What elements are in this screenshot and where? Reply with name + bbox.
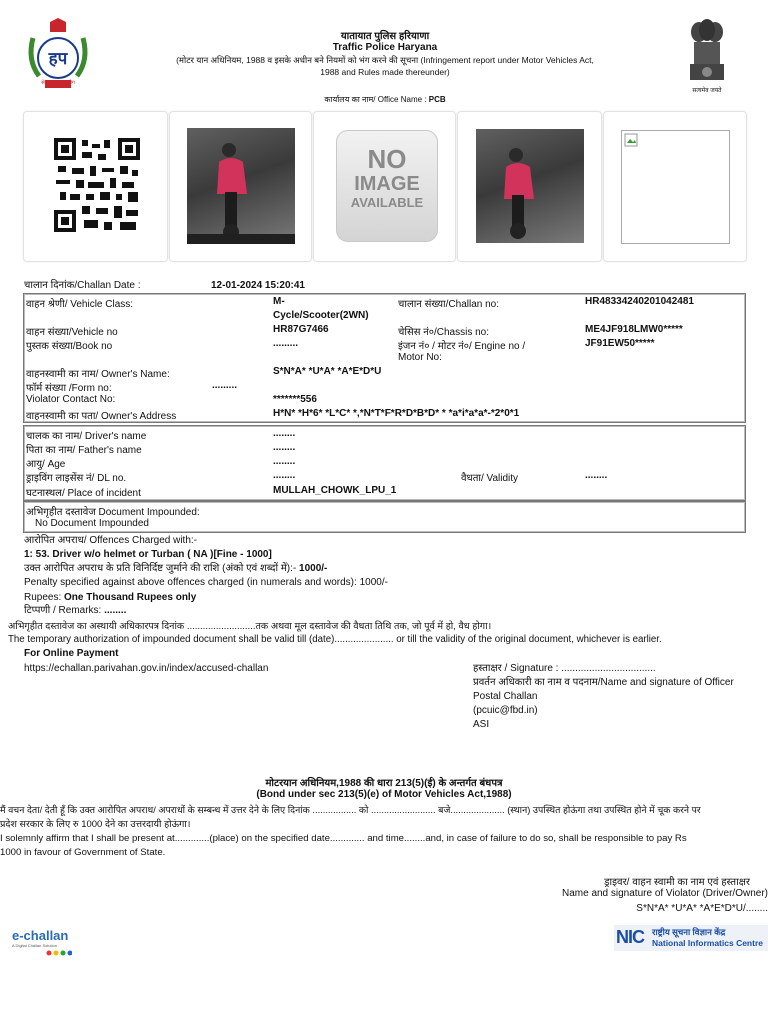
driver-name-label: चालक का नाम/ Driver's name bbox=[26, 431, 147, 442]
remarks-label: टिप्पणी / Remarks: bbox=[24, 605, 102, 616]
contact-value: *******556 bbox=[273, 394, 317, 405]
officer-signature: हस्ताक्षर / Signature : .................................. bbox=[473, 663, 656, 674]
nic-hindi: राष्ट्रीय सूचना विज्ञान केंद्र bbox=[652, 927, 726, 937]
engine-label-2: Motor No: bbox=[398, 352, 442, 363]
challan-no-value: HR48334240201042481 bbox=[585, 296, 694, 307]
vehicle-no-value: HR87G7466 bbox=[273, 324, 329, 335]
bond-english-line2: 1000 in favour of Government of State. bbox=[0, 847, 166, 858]
impound-label: अभिगृहीत दस्तावेज Document Impounded: bbox=[26, 507, 200, 518]
fine-label: उक्त आरोपित अपराध के प्रति विनिर्दिष्ट जुर्माने की राशि (अंको एवं शब्दों में):- bbox=[24, 563, 297, 574]
violator-english: Name and signature of Violator (Driver/Owner) bbox=[561, 888, 768, 899]
national-emblem-icon bbox=[684, 18, 730, 86]
emblem-caption: सत्यमेव जयते bbox=[692, 88, 722, 94]
officer-line3: ASI bbox=[473, 719, 490, 730]
violation-photo-2 bbox=[476, 129, 584, 243]
header-note bbox=[160, 54, 610, 78]
officer-line2: (pcuic@fbd.in) bbox=[473, 705, 538, 716]
age-value: ........ bbox=[273, 456, 296, 467]
bond-title-hindi: मोटरयान अधिनियम,1988 की धारा 213(5)(ई) के अन्तर्गत बंधपत्र bbox=[265, 778, 503, 789]
broken-image-card bbox=[603, 111, 747, 262]
authorization-english: The temporary authorization of impounded document shall be valid till (date)...................... or till the validity of the original document, whichever is earlier. bbox=[8, 634, 662, 645]
bond-title-english: (Bond under sec 213(5)(e) of Motor Vehicles Act,1988) bbox=[256, 789, 512, 800]
book-no-value: ......... bbox=[273, 338, 299, 349]
father-name-value: ........ bbox=[273, 442, 296, 453]
payment-url[interactable]: https://echallan.parivahan.gov.in/index/accused-challan bbox=[24, 663, 269, 674]
rupees-line bbox=[24, 591, 196, 604]
no-image-placeholder bbox=[336, 130, 438, 242]
violator-hindi: ड्राइवर/ वाहन स्वामी का नाम एवं हस्ताक्षर bbox=[604, 877, 750, 888]
vehicle-no-label: वाहन संख्या/Vehicle no bbox=[26, 327, 118, 338]
online-payment-heading: For Online Payment bbox=[24, 648, 119, 659]
dl-no-label: ड्राइविंग लाइसेंस नं/ DL no. bbox=[26, 473, 127, 484]
rupees-label: Rupees: bbox=[24, 592, 62, 603]
offence-label: आरोपित अपराध/ Offences Charged with:- bbox=[24, 535, 198, 546]
violation-photo-card-2 bbox=[457, 111, 602, 262]
fine-line bbox=[24, 562, 327, 575]
officer-name-label: प्रवर्तन अधिकारी का नाम व पदनाम/Name and signature of Officer bbox=[473, 677, 734, 688]
violation-photo-card-1 bbox=[169, 111, 312, 262]
officer-line1: Postal Challan bbox=[473, 691, 538, 702]
office-label: कार्यालय का नाम/ Office Name : bbox=[324, 95, 427, 104]
authorization-hindi: अभिगृहीत दस्तावेज का अस्थायी अधिकारपत्र दिनांक ..........................तक अथवा मूल दस्तावेज की वैधता तिथि तक, जो पूर्व में हो, वैध होगा। bbox=[8, 621, 492, 632]
form-no-label: फॉर्म संख्या /Form no: bbox=[26, 383, 112, 394]
owner-name-value: S*N*A* *U*A* *A*E*D*U bbox=[273, 366, 382, 377]
office-value: PCB bbox=[428, 95, 446, 104]
vehicle-class-value-2: Cycle/Scooter(2WN) bbox=[273, 310, 369, 321]
page-title: यातायात पुलिस हरियाणा bbox=[340, 31, 430, 42]
validity-value: ........ bbox=[585, 470, 608, 481]
father-name-label: पिता का नाम/ Father's name bbox=[26, 445, 142, 456]
vehicle-class-label: वाहन श्रेणी/ Vehicle Class: bbox=[26, 299, 134, 310]
form-no-value: ......... bbox=[212, 380, 238, 391]
challan-date-value: 12-01-2024 15:20:41 bbox=[211, 280, 305, 291]
place-value: MULLAH_CHOWK_LPU_1 bbox=[273, 485, 397, 496]
rupees-value: One Thousand Rupees only bbox=[64, 592, 197, 603]
engine-value: JF91EW50***** bbox=[585, 338, 655, 349]
chassis-value: ME4JF918LMW0***** bbox=[585, 324, 683, 335]
driver-name-value: ........ bbox=[273, 428, 296, 439]
echallan-dots-icon bbox=[46, 948, 72, 959]
bond-english-line1: I solemnly affirm that I shall be present at.............(place) on the specified date............. and time........and, in case of failure to do so, shall be responsible to pay Rs bbox=[0, 833, 687, 844]
echallan-logo-text: e-challan bbox=[12, 928, 69, 943]
bond-hindi-line2: प्रदेश सरकार के लिए रु 1000 देने का उत्तरदायी होऊंगा। bbox=[0, 819, 191, 830]
age-label: आयु/ Age bbox=[26, 459, 66, 470]
remarks-value: ........ bbox=[104, 605, 127, 616]
nic-logo bbox=[614, 925, 768, 951]
header-note-line2: 1988 and Rules made thereunder) bbox=[320, 67, 450, 77]
qr-card bbox=[23, 111, 168, 262]
challan-date-label: चालान दिनांक/Challan Date : bbox=[24, 280, 141, 291]
fine-value: 1000/- bbox=[299, 563, 328, 574]
offence-item: 1: 53. Driver w/o helmet or Turban ( NA )[Fine - 1000] bbox=[24, 549, 272, 560]
nic-mark: NIC bbox=[616, 927, 644, 947]
book-no-label: पुस्तक संख्या/Book no bbox=[26, 341, 113, 352]
no-image-line3: AVAILABLE bbox=[350, 195, 424, 210]
bond-hindi-line1: मैं वचन देता/ देती हूँ कि उक्त आरोपित अपराध/ अपराधों के सम्बन्ध में उत्तर देने के लिए दिनांक ................. को ......................... बजे..................... (स्थान) उपस्थित होऊंगा तथा उपस्थित होने में चूक करने पर bbox=[0, 805, 701, 815]
no-image-line2: IMAGE bbox=[354, 173, 420, 195]
chassis-label: चेसिस नं०/Chassis no: bbox=[398, 327, 490, 338]
challan-no-label: चालान संख्या/Challan no: bbox=[398, 299, 500, 310]
penalty-line: Penalty specified against above offences charged (in numerals and words): 1000/- bbox=[24, 577, 388, 588]
logo-ribbon: सेवा सुरक्षा सहयोग bbox=[41, 80, 75, 86]
owner-name-label: वाहनस्वामी का नाम/ Owner's Name: bbox=[26, 369, 170, 380]
no-image-line1: NO bbox=[367, 144, 407, 174]
echallan-logo bbox=[12, 922, 82, 956]
violation-photo-1 bbox=[187, 128, 295, 244]
remarks-line bbox=[24, 604, 126, 617]
nic-english: National Informatics Centre bbox=[652, 938, 763, 948]
impound-value: No Document Impounded bbox=[35, 518, 149, 529]
echallan-tagline: A Digital Challan Solution bbox=[12, 943, 57, 948]
owner-address-value: H*N* *H*6* *L*C* *,*N*T*F*R*D*B*D* * *a*i*a*a*-*2*0*1 bbox=[273, 408, 520, 419]
validity-label: वैधता/ Validity bbox=[461, 473, 519, 484]
owner-address-label: वाहनस्वामी का पता/ Owner's Address bbox=[26, 411, 177, 422]
logo-text: हप bbox=[48, 49, 68, 68]
dl-no-value: ........ bbox=[273, 470, 296, 481]
violator-name: S*N*A* *U*A* *A*E*D*U/........ bbox=[636, 903, 768, 914]
vehicle-details-box bbox=[23, 293, 746, 423]
no-image-card bbox=[313, 111, 456, 262]
place-label: घटनास्थल/ Place of incident bbox=[26, 488, 141, 499]
page-subtitle: Traffic Police Haryana bbox=[332, 42, 438, 53]
vehicle-class-value-1: M- bbox=[273, 296, 285, 307]
office-name bbox=[250, 94, 520, 105]
broken-image-icon bbox=[621, 130, 730, 244]
header-note-line1: (मोटर यान अधिनियम, 1988 व इसके अधीन बने नियमों को भंग करने की सूचना (Infringement report under Motor Vehicles Act, bbox=[176, 55, 594, 65]
contact-label: Violator Contact No: bbox=[26, 394, 116, 405]
engine-label-1: इंजन नं० / मोटर नं०/ Engine no / bbox=[398, 341, 526, 352]
qr-code-icon bbox=[54, 138, 140, 232]
